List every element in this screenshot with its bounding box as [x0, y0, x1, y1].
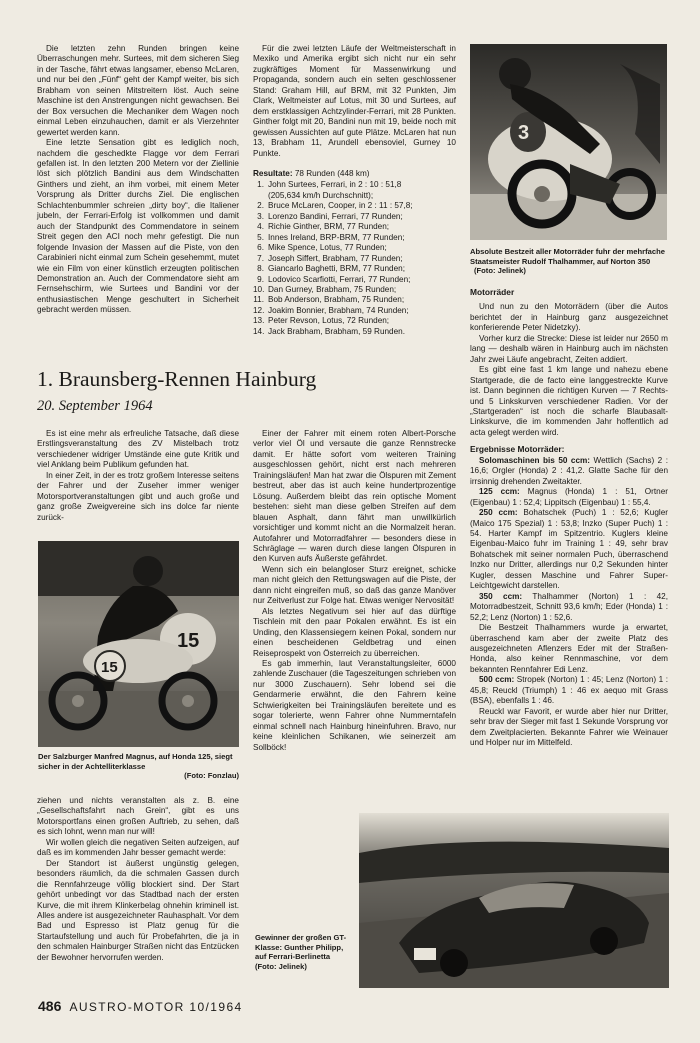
result-item: 9. Lodovico Scarfiotti, Ferrari, 77 Runden;	[257, 274, 411, 284]
result-item: 11. Bob Anderson, Brabham, 75 Runden;	[253, 295, 405, 305]
paragraph: Es ist eine mehr als erfreuliche Tatsache, daß diese Erstlingsveranstaltung des ZV Mistelbach trotz verschiedener widriger Umstände eine gute Kritik und viel Anklang beim Publikum gefunden hat.	[37, 429, 239, 470]
photo-credit: (Foto: Jelinek)	[474, 266, 526, 276]
result-paragraph: Reuckl war Favorit, er wurde aber hier nur Dritter, sehr brav der Sieger mit fast 1 Sekunde Vorsprung vor dem Zweitplacierten. Bekannte Fahrer wie Weinauer und Holper nur im Mittelfeld.	[470, 706, 668, 748]
result-item: 10. Dan Gurney, Brabham, 75 Runden;	[253, 284, 397, 294]
magazine-issue: AUSTRO-MOTOR 10/1964	[69, 1000, 243, 1014]
results-heading: Ergebnisse Motorräder:	[470, 444, 565, 455]
result-paragraph: 250 ccm: Bohatschek (Puch) 1 : 52,6; Kugler (Maico 175 Spezial) 1 : 53,8; Inzko (Super Puch) 1 : 54. Harter Kampf im Spitzentrio. Kuglers kleine Eigenbau-Maico fuhr im Training 1 : 49, sehr brav Bohatschek mit seiner normalen Puch, überraschend Inzko nur Dritter, allerdings nur 0,2 Sekunden hinter Kugler, dessen Maschine und Fahrer Super-Leichtgewicht darstellen.	[470, 508, 668, 591]
results-list	[253, 180, 456, 337]
photo-caption-1: Absolute Bestzeit aller Motorräder fuhr der mehrfache Staatsmeister Rudolf Thalhammer, auf Norton 350 (Foto: Jelinek)	[470, 247, 665, 276]
result-paragraph: Die Bestzeit Thalhammers wurde ja erwartet, überraschend kam aber der zweite Platz des ausgezeichneten Aflenzers Eder mit der Straßen-Honda, also keiner Rennmaschine, vor dem bekannten Rennfahrer Edi Lenz.	[470, 623, 668, 674]
result-item: 2. Bruce McLaren, Cooper, in 2 : 11 : 57,8;	[257, 201, 413, 211]
honda-racer-photo	[38, 541, 239, 747]
result-paragraph: 125 ccm: Magnus (Honda) 1 : 51, Ortner (Eigenbau) 1 : 52,4; Lippitsch (Eigenbau) 1 : 55,4.	[470, 487, 668, 507]
paragraph: Vorher kurz die Strecke: Diese ist leider nur 2650 m lang — deshalb wären in Hainburg auch im nächsten Jahr zwei Läufe angebracht, Zeiten addiert.	[470, 333, 668, 364]
result-item: 3. Lorenzo Bandini, Ferrari, 77 Runden;	[257, 211, 403, 221]
result-item: 6. Mike Spence, Lotus, 77 Runden;	[257, 243, 387, 253]
paragraph: ziehen und nichts veranstalten als z. B. eine „Gesellschaftsfahrt nach Grein“, gibt es uns Motorsportfans einen großen Auftrieb, zu sehen, daß es sich lohnt, wenn man nur will!	[37, 796, 239, 837]
article-column-3	[470, 284, 668, 748]
result-item: 12. Joakim Bonnier, Brabham, 74 Runden;	[253, 305, 409, 315]
paragraph: Es gibt eine fast 1 km lange und nahezu ebene Startgerade, die de facto eine langgestreckte Kurve ist. Dann beginnen die richtigen Kurven — 7 Rechts- und 5 Linkskurven verschiedener Radien. Vor der „Startgeraden“ ist noch die scharfe Blaubasalt-Linkskurve, die im kommenden Jahr hoffentlich ad acta gelegt werden wird.	[470, 365, 668, 437]
result-item: 1. John Surtees, Ferrari, in 2 : 10 : 51,8	[257, 180, 402, 190]
result-item: 7. Joseph Siffert, Brabham, 77 Runden;	[257, 253, 403, 263]
result-item: 4. Richie Ginther, BRM, 77 Runden;	[257, 222, 390, 232]
paragraph: Der Standort ist äußerst ungünstig gelegen, besonders räumlich, da die schmalen Gassen durch die Rennfahrzeuge völlig blockiert sind. Der Start gehört unbedingt vor das Stadtbad nach der ersten Kurve, die mit ihrem Klinkerbelag ohnehin kriminell ist. Alles andere ist ausgezeichneter Rauhasphalt. Vor dem Bad und Espresso ist Platz genug für die Startaufstellung und auch für Probefahrten, die ja in den schmalen Hainburger Straßen nicht das Entzücken der Bewohner hervorrufen werden.	[37, 858, 239, 962]
svg-text:15: 15	[177, 630, 200, 652]
result-item: 8. Giancarlo Baghetti, BRM, 77 Runden;	[257, 264, 405, 274]
paragraph: Einer der Fahrer mit einem roten Albert-Porsche verlor viel Öl und versaute die ganze Rennstrecke damit. Er hätte sofort vom weiteren Training ausgeschlossen gehört, nicht erst nach mehreren Trainingsläufen! Man hat zwar die Ölspuren mit Zement bestreut, aber das ist auch keine hundertprozentige Lösung. Außerdem bleibt das rein optische Moment bestehen: sieht man diese gelben Streifen auf dem blauen Asphalt, dann fährt man unwillkürlich vorsichtiger und kommt nicht an die Normalzeit heran. Autofahrer und Motorradfahrer — besonders diese in Schräglage — waren durch diese langen Ölspuren in den Kurven aufs Äußerste gefährdet.	[253, 429, 456, 564]
result-item: 5. Innes Ireland, BRP-BRM, 77 Runden;	[257, 232, 405, 242]
photo-credit: (Foto: Jelinek)	[255, 961, 307, 971]
paragraph: Und nun zu den Motorrädern (über die Autos berichtet der in Hainburg ganz ausgezeichnet konferierende Peter Nidetzky).	[470, 302, 668, 333]
photo-caption-3: Gewinner der großen GT-Klasse: Gunther Philipp, auf Ferrari-Berlinetta (Foto: Jelinek)	[255, 933, 353, 971]
paragraph: Wenn sich ein belangloser Sturz ereignet, schicke man nicht gleich den Rettungswagen auf die Piste, der dann nicht eingreifen muß, so daß das ganze Manöver nur Zeitverlust zur Folge hat. Etwas weniger Nervosität!	[253, 564, 456, 606]
paragraph: Für die zwei letzten Läufe der Weltmeisterschaft in Mexiko und Amerika ergibt sich nicht nur ein sehr zugkräftiges Moment für Massenwirkung und Propaganda, sondern auch ein selten geschlossener Stand: Graham Hill, auf BRM, mit 32 Punkten, Jim Clark, Weltmeister auf Lotus, mit 30 und Surtees, auf dem erstklassigen Achtzylinder-Ferrari, mit 28 Punkten. Ginther folgt mit 20, Bandini nun mit 19, beide noch mit gewissen Aussichten auf gute Plätze. McLaren hat nun 13, Brabham 11, Arundell ebensoviel, Gurney 10 Punkte.	[253, 44, 456, 158]
result-item: 13. Peter Revson, Lotus, 72 Runden;	[253, 316, 390, 326]
result-item: (205,634 km/h Durchschnitt);	[268, 190, 374, 200]
ferrari-berlinetta-photo	[359, 813, 669, 988]
result-paragraph: 500 ccm: Stropek (Norton) 1 : 45; Lenz (Norton) 1 : 45,8; Reuckl (Triumph) 1 : 46 ex aequo mit Grass (BSA), ebenfalls 1 : 46.	[470, 675, 668, 706]
photo-caption-2: Der Salzburger Manfred Magnus, auf Honda 125, siegt sicher in der Achtelliterklasse (Foto: Fonzlau)	[38, 752, 239, 781]
paragraph: Eine letzte Sensation gibt es lediglich noch, nachdem die geschedkte Flagge vor dem Ferrari gefallen ist. In den letzten 200 Metern vor der Ziellinie löst sich plötzlich Bandini aus dem Windschatten Ginthers und zieht, an ihm vorbei, mit einem Meter Vorsprung als Dritter durchs Ziel. Die englischen Schlachtenbummler schreien „dirty boy“, die Italiener jubeln, der Ferrari-Erfolg ist vollkommen und damit auch der Standpunkt des Commendatore in seinem Streit gegen den ACI noch mehr gefestigt. Die nun folgende Invasion der Massen auf die Piste, von den Carabinieri nicht einmal zum Schein gesehemmt, mutet wie ein Film von einer künstlich erzeugten politischen Demonstration an. Auch der Commendatore sieht am Fernsehschirm, wie Surtees und Bandini vor der enthusiastischen Menge geschultert in Sicherheit gebracht werden müssen.	[37, 138, 239, 315]
article-column-1-top	[37, 44, 239, 316]
paragraph: Als letztes Negativum sei hier auf das dürftige Tischlein mit den paar Pokalen erwähnt. Es ist ein Unding, den Klassensiegern keinen Pokal, sondern nur einen bescheidenen Geldbetrag und einen Reiseprospekt von Österreich zu überreichen.	[253, 606, 456, 658]
article-headline: 1. Braunsberg-Rennen Hainburg	[37, 367, 317, 391]
paragraph: Es gab immerhin, laut Veranstaltungsleiter, 6000 zahlende Zuschauer (die Tageszeitungen schrieben von nur 3000 Zuschauern). Sehr lobend sei die Gendarmerie erwähnt, die den Fahrern keine Schwierigkeiten bei Trainingsläufen bereitete und es sogar tolerierte, wenn Fahrer ohne Nummerntafeln einmal schnell nach Hainburg hineinfuhren. Bravo, nur keine kleinlichen Schikanen, wie seinerzeit am Sollböck!	[253, 658, 456, 752]
result-paragraph: Solomaschinen bis 50 ccm: Wettlich (Sachs) 2 : 16,6; Orgler (Honda) 2 : 41,2. Glatte Sache für den irrsinnig drehenden Zweitakter.	[470, 455, 668, 486]
section-heading: Motorräder	[470, 287, 515, 297]
article-date: 20. September 1964	[37, 398, 153, 414]
paragraph: In einer Zeit, in der es trotz großem Interesse seitens der Fahrer und der Zuseher immer weniger Motorsportveranstaltungen gibt und auch große und ganz große Zweigvereine sich ins dolce far niente zurück-	[37, 470, 239, 522]
page-footer	[38, 998, 243, 1014]
svg-text:3: 3	[518, 122, 530, 144]
page-number: 486	[38, 998, 62, 1014]
article-column-2-top	[253, 44, 456, 337]
paragraph: Wir wollen gleich die negativen Seiten aufzeigen, auf daß es im kommenden Jahr besser gemacht werde:	[37, 837, 239, 858]
svg-text:15: 15	[101, 659, 118, 676]
results-heading: Resultate: 78 Runden (448 km)	[253, 168, 370, 178]
result-paragraph: 350 ccm: Thalhammer (Norton) 1 : 42, Motorradbestzeit, Schnitt 93,6 km/h; Eder (Honda) 1 : 52,2; Lenz (Norton) 1 : 52,6.	[470, 591, 668, 622]
article-column-1-bottom	[37, 796, 239, 963]
result-item: 14. Jack Brabham, Brabham, 59 Runden.	[253, 326, 405, 336]
photo-credit: (Foto: Fonzlau)	[184, 771, 239, 781]
motorcycle-racer-photo	[470, 44, 667, 240]
article-column-1-mid	[37, 429, 239, 523]
paragraph: Die letzten zehn Runden bringen keine Überraschungen mehr. Surtees, mit dem sicheren Sieg in der Tasche, fährt etwas langsamer, ebenso McLaren, und nur bei den „Fünf“ geht der Kampf weiter, bis sich Brabham von seinen Mitstreitern löst. Auch seine Maschine ist den Anstrengungen nicht gewachsen. Bei der Box versuchen die Mechaniker dem Wagen noch einmal Leben einzuhauchen, damit er als Vierzehnter gewertet werden kann.	[37, 44, 239, 137]
article-column-2-mid	[253, 429, 456, 753]
